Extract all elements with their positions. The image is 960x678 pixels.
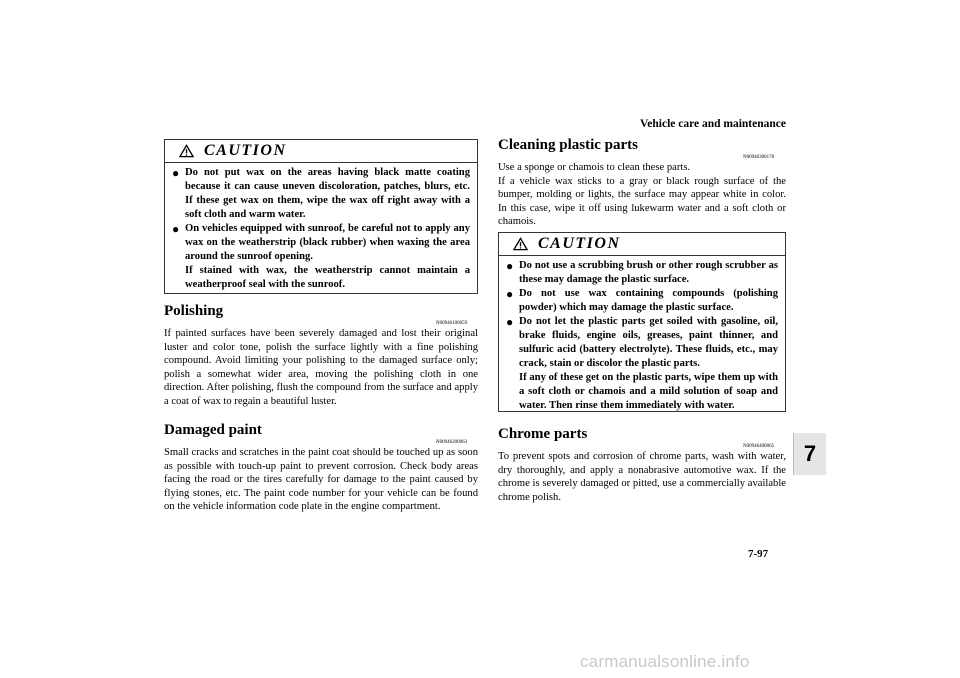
section-chrome-body: To prevent spots and corrosion of chrome parts, wash with water, dry thoroughly, and apply a nonabrasive automotive wax. If the chrome is severely damaged or pitted, use a commercially available chrome polish. xyxy=(498,451,786,503)
section-cleaning-plastic-heading xyxy=(498,137,785,154)
caution-box-wax xyxy=(164,139,478,294)
caution-item-continued: If any of these get on the plastic parts, wipe them up with a soft cloth or chamois and a mild solution of soap and water. Then rinse them immediately with water. xyxy=(519,372,778,411)
page-number: 7-97 xyxy=(748,548,769,560)
watermark-link[interactable]: carmanualsonline.info xyxy=(580,652,750,671)
section-code: N00946100059 xyxy=(436,321,468,326)
section-title: Polishing xyxy=(164,303,224,319)
section-cleaning-plastic-body: Use a sponge or chamois to clean these parts. If a vehicle wax sticks to a gray or black rough surface of the bumper, molding or lights, the surface may appear white in color. In this case, wipe it off using lukewarm water and a soft cloth or chamois. xyxy=(498,162,786,228)
caution-header xyxy=(499,233,785,256)
caution-item: ● Do not use a scrubbing brush or other rough scrubber as these may damage the plastic surface. xyxy=(506,259,778,285)
section-damaged-paint-heading xyxy=(164,422,478,439)
caution-item: ● Do not let the plastic parts get soiled with gasoline, oil, brake fluids, engine oils, greases, paint thinner, and sulfuric acid (battery electrolyte). These fluids, etc., may crack, stain or discolor the plastic parts. xyxy=(506,315,778,369)
bullet-icon: ● xyxy=(506,287,514,301)
bullet-icon: ● xyxy=(506,315,514,329)
bullet-icon: ● xyxy=(506,259,514,273)
warning-triangle-icon xyxy=(179,144,194,158)
caution-title: CAUTION xyxy=(538,235,621,252)
caution-item: ● On vehicles equipped with sunroof, be careful not to apply any wax on the weatherstrip (black rubber) when waxing the area around the sunroof opening. xyxy=(172,222,470,262)
section-code: N00946400065 xyxy=(743,444,775,449)
section-code: N00946300178 xyxy=(743,155,775,160)
section-title: Cleaning plastic parts xyxy=(498,137,639,153)
caution-box-plastic xyxy=(498,232,786,412)
warning-triangle-icon xyxy=(513,237,528,251)
section-code: N00946200063 xyxy=(436,440,468,445)
bullet-icon: ● xyxy=(172,166,180,180)
section-damaged-paint-body: Small cracks and scratches in the paint coat should be touched up as soon as possible with touch-up paint to prevent corrosion. Check body areas facing the road or the tires carefully for damage to the paint caused by flying stones, etc. The paint code number for your vehicle can be found on the vehicle information code plate in the engine compartment. xyxy=(164,447,478,513)
caution-title: CAUTION xyxy=(204,142,287,159)
caution-item-continued: If stained with wax, the weatherstrip cannot maintain a weatherproof seal with the sunroof. xyxy=(185,265,470,290)
section-title: Chrome parts xyxy=(498,426,588,442)
caution-item: ● Do not use wax containing compounds (polishing powder) which may damage the plastic surface. xyxy=(506,287,778,313)
caution-header xyxy=(165,140,477,163)
section-polishing-heading xyxy=(164,303,478,320)
running-header: Vehicle care and maintenance xyxy=(640,118,786,130)
caution-item: ● Do not put wax on the areas having black matte coating because it can cause uneven discoloration, patches, blurs, etc. If these get wax on them, wipe the wax off right away with a soft cloth and warm water. xyxy=(172,166,470,220)
section-chrome-heading xyxy=(498,426,785,443)
section-polishing-body: If painted surfaces have been severely damaged and lost their original luster and color tone, polish the surface lightly with a fine polishing compound. Avoid limiting your polishing to the damaged surface only; polish a somewhat wider area, moving the polishing cloth in one direction. After polishing, flush the compound from the surface and apply a coat of wax to regain a beautiful luster. xyxy=(164,328,478,407)
chapter-tab: 7 xyxy=(793,433,826,475)
section-title: Damaged paint xyxy=(164,422,262,438)
bullet-icon: ● xyxy=(172,222,180,236)
